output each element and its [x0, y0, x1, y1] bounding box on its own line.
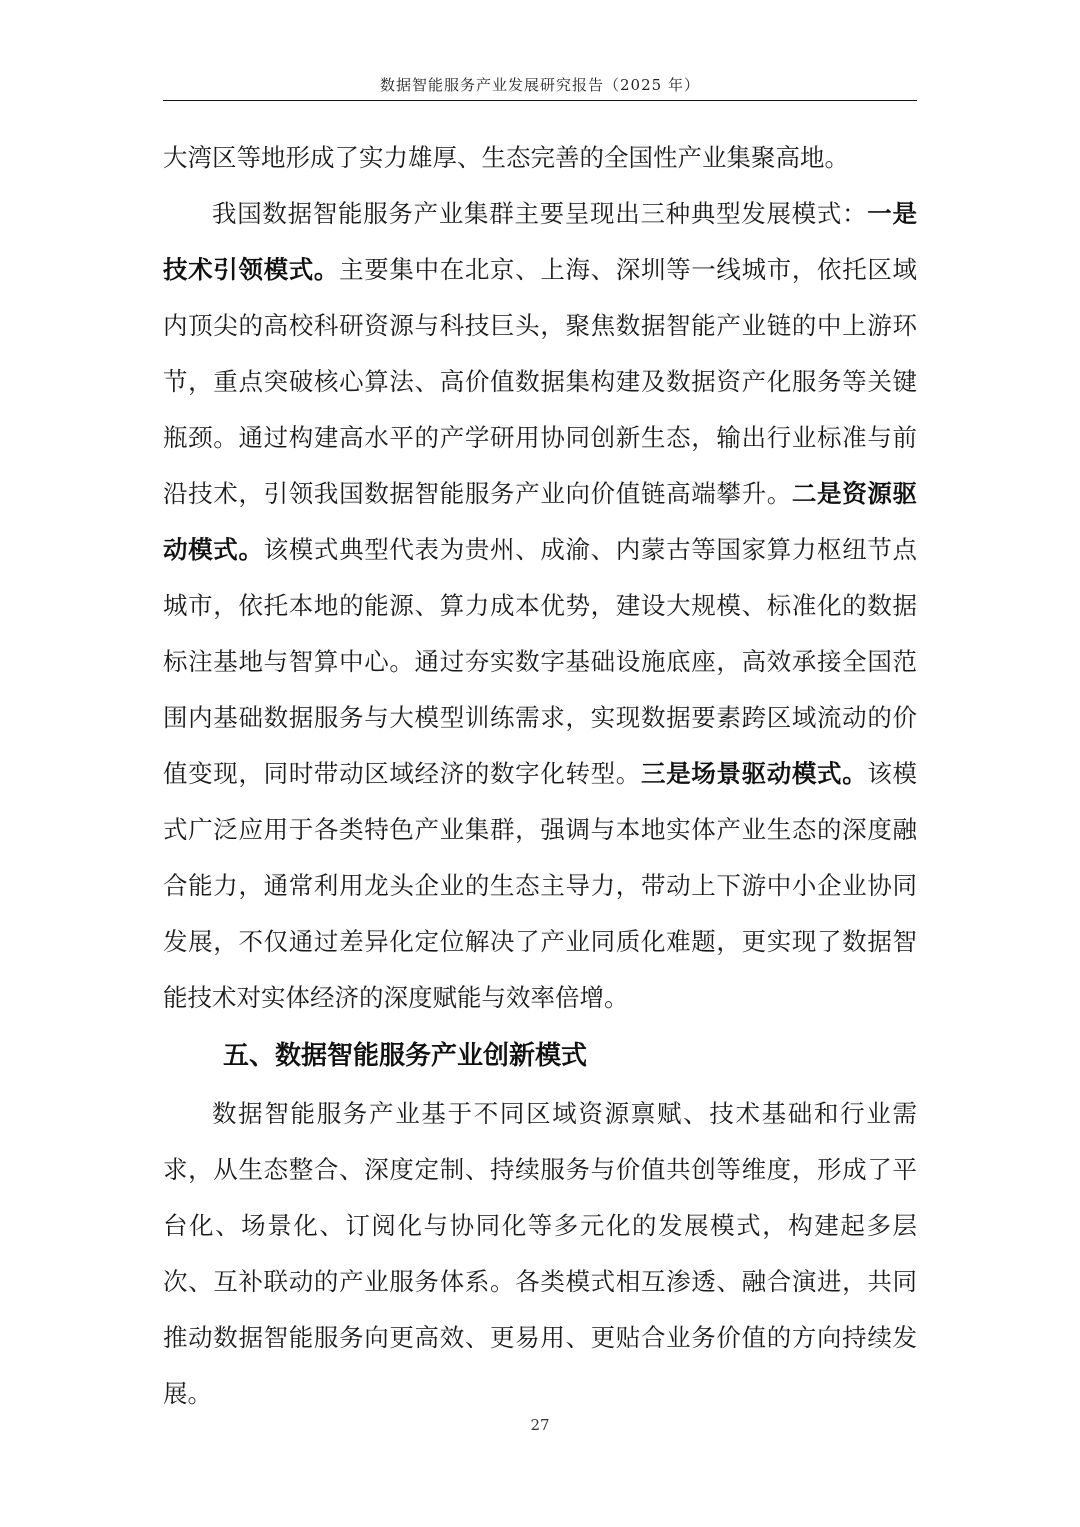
body-text	[163, 130, 917, 1422]
paragraph-text: 主要集中在北京、上海、深圳等一线城市，依托区域内顶尖的高校科研资源与科技巨头，聚焦数据智能产业链的中上游环节，重点突破核心算法、高价值数据集构建及数据资产化服务等关键瓶颈。通过构建高水平的产学研用协同创新生态，输出行业标准与前沿技术，引领我国数据智能服务产业向价值链高端攀升。	[163, 255, 918, 508]
paragraph-text: 数据智能服务产业基于不同区域资源禀赋、技术基础和行业需求，从生态整合、深度定制、持续服务与价值共创等维度，形成了平台化、场景化、订阅化与协同化等多元化的发展模式，构建起多层次、互补联动的产业服务体系。各类模式相互渗透、融合演进，共同推动数据智能服务向更高效、更易用、更贴合业务价值的方向持续发展。	[163, 1099, 917, 1408]
page-number: 27	[530, 1416, 550, 1434]
header-rule	[163, 100, 917, 101]
bold-term-tech-led: 一是技术引领模式。	[163, 199, 918, 284]
paragraph-text: 该模式典型代表为贵州、成渝、内蒙古等国家算力枢纽节点城市，依托本地的能源、算力成本优势，建设大规模、标准化的数据标注基地与智算中心。通过夯实数字基础设施底座，高效承接全国范围内基础数据服务与大模型训练需求，实现数据要素跨区域流动的价值变现，同时带动区域经济的数字化转型。	[163, 535, 918, 788]
section-heading: 五、数据智能服务产业创新模式	[223, 1041, 588, 1071]
bold-term-resource-driven: 二是资源驱动模式。	[163, 479, 918, 564]
bold-term-scenario-driven: 三是场景驱动模式。	[640, 759, 868, 788]
running-header: 数据智能服务产业发展研究报告（2025 年）	[380, 76, 700, 94]
paragraph-text: 大湾区等地形成了实力雄厚、生态完善的全国性产业集聚高地。	[163, 143, 849, 172]
paragraph-text: 该模式广泛应用于各类特色产业集群，强调与本地实体产业生态的深度融合能力，通常利用龙头企业的生态主导力，带动上下游中小企业协同发展，不仅通过差异化定位解决了产业同质化难题，更实现了数据智能技术对实体经济的深度赋能与效率倍增。	[163, 759, 918, 1012]
paragraph-text: 我国数据智能服务产业集群主要呈现出三种典型发展模式：	[212, 199, 868, 228]
paragraph-continuation	[163, 130, 917, 186]
paragraph-innovation-models	[163, 1086, 917, 1422]
paragraph-cluster-models	[163, 186, 917, 1026]
